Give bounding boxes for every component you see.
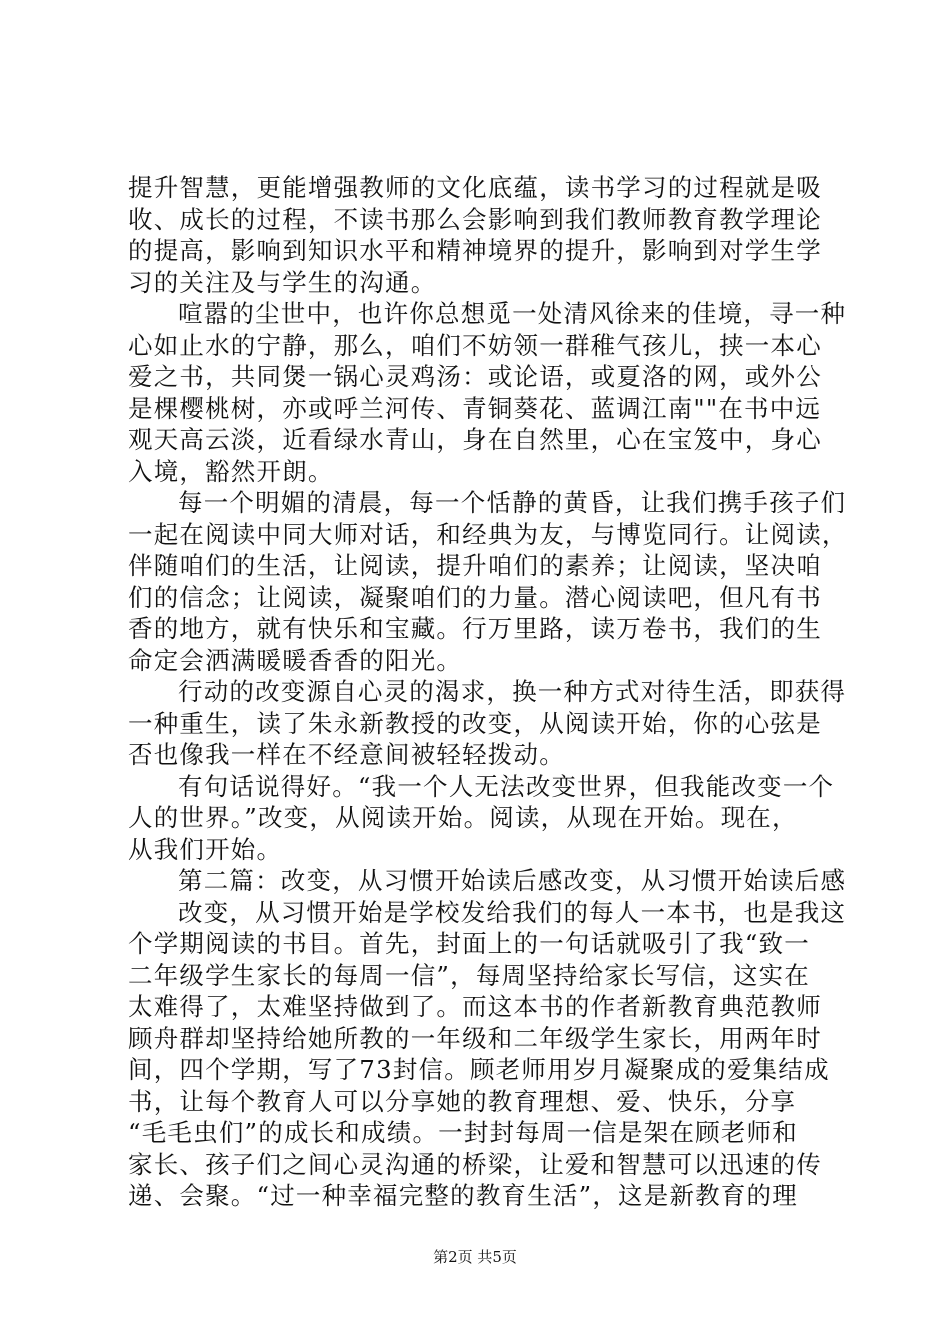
text-line: 递、会聚。“过一种幸福完整的教育生活”，这是新教育的理 — [128, 1181, 798, 1210]
text-line: 心如止水的宁静，那么，咱们不妨领一群稚气孩儿，挟一本心 — [128, 330, 822, 360]
text-line: 的提高，影响到知识水平和精神境界的提升，影响到对学生学 — [128, 236, 822, 265]
page-number-footer: 第2页 共5页 — [433, 1248, 517, 1266]
text-line: 从我们开始。 — [128, 834, 283, 864]
text-line: 太难得了，太难坚持做到了。而这本书的作者新教育典范教师 — [128, 992, 822, 1021]
text-line: 人的世界。”改变，从阅读开始。阅读，从现在开始。现在， — [128, 803, 798, 832]
body-text — [128, 172, 848, 1212]
text-line: 家长、孩子们之间心灵沟通的桥梁，让爱和智慧可以迅速的传 — [128, 1149, 822, 1179]
text-line: 是棵樱桃树，亦或呼兰河传、青铜葵花、蓝调江南""在书中远 — [128, 393, 822, 423]
text-line: 二年级学生家长的每周一信”，每周坚持给家长写信，这实在 — [128, 960, 810, 990]
paragraph-first-line: 喧嚣的尘世中，也许你总想觅一处清风徐来的佳境，寻一种 — [178, 299, 847, 328]
text-line: 香的地方，就有快乐和宝藏。行万里路，读万卷书，我们的生 — [128, 614, 822, 643]
text-line: 习的关注及与学生的沟通。 — [128, 267, 437, 297]
text-line: 间，四个学期，写了73封信。顾老师用岁月凝聚成的爱集结成 — [128, 1055, 830, 1084]
text-line: 一起在阅读中同大师对话，和经典为友，与博览同行。让阅读， — [128, 519, 848, 549]
text-line: 入境，豁然开朗。 — [128, 456, 334, 486]
text-line: “毛毛虫们”的成长和成绩。一封封每周一信是架在顾老师和 — [128, 1118, 798, 1147]
paragraph-first-line: 有句话说得好。“我一个人无法改变世界，但我能改变一个 — [178, 771, 835, 801]
text-line: 一种重生，读了朱永新教授的改变，从阅读开始，你的心弦是 — [128, 708, 822, 738]
text-line: 们的信念；让阅读，凝聚咱们的力量。潜心阅读吧，但凡有书 — [128, 582, 822, 612]
text-line: 提升智慧，更能增强教师的文化底蕴，读书学习的过程就是吸 — [128, 173, 822, 202]
text-line: 否也像我一样在不经意间被轻轻拨动。 — [128, 740, 565, 769]
text-line: 个学期阅读的书目。首先，封面上的一句话就吸引了我“致一 — [128, 929, 810, 958]
text-line: 书，让每个教育人可以分享她的教育理想、爱、快乐，分享 — [128, 1086, 797, 1116]
text-line: 爱之书，共同煲一锅心灵鸡汤：或论语，或夏洛的网，或外公 — [128, 362, 822, 391]
text-line: 观天高云淡，近看绿水青山，身在自然里，心在宝笈中，身心 — [128, 425, 822, 454]
paragraph-first-line: 行动的改变源自心灵的渴求，换一种方式对待生活，即获得 — [178, 677, 847, 706]
text-line: 收、成长的过程，不读书那么会影响到我们教师教育教学理论 — [128, 204, 822, 234]
paragraph-first-line: 改变，从习惯开始是学校发给我们的每人一本书，也是我这 — [178, 897, 847, 927]
text-line: 命定会洒满暖暖香香的阳光。 — [128, 645, 463, 675]
text-line: 顾舟群却坚持给她所教的一年级和二年级学生家长，用两年时 — [128, 1023, 822, 1053]
section-heading: 第二篇：改变，从习惯开始读后感改变，从习惯开始读后感 — [178, 866, 847, 895]
paragraph-first-line: 每一个明媚的清晨，每一个恬静的黄昏，让我们携手孩子们 — [178, 488, 847, 517]
text-line: 伴随咱们的生活，让阅读，提升咱们的素养；让阅读，坚决咱 — [128, 551, 822, 580]
